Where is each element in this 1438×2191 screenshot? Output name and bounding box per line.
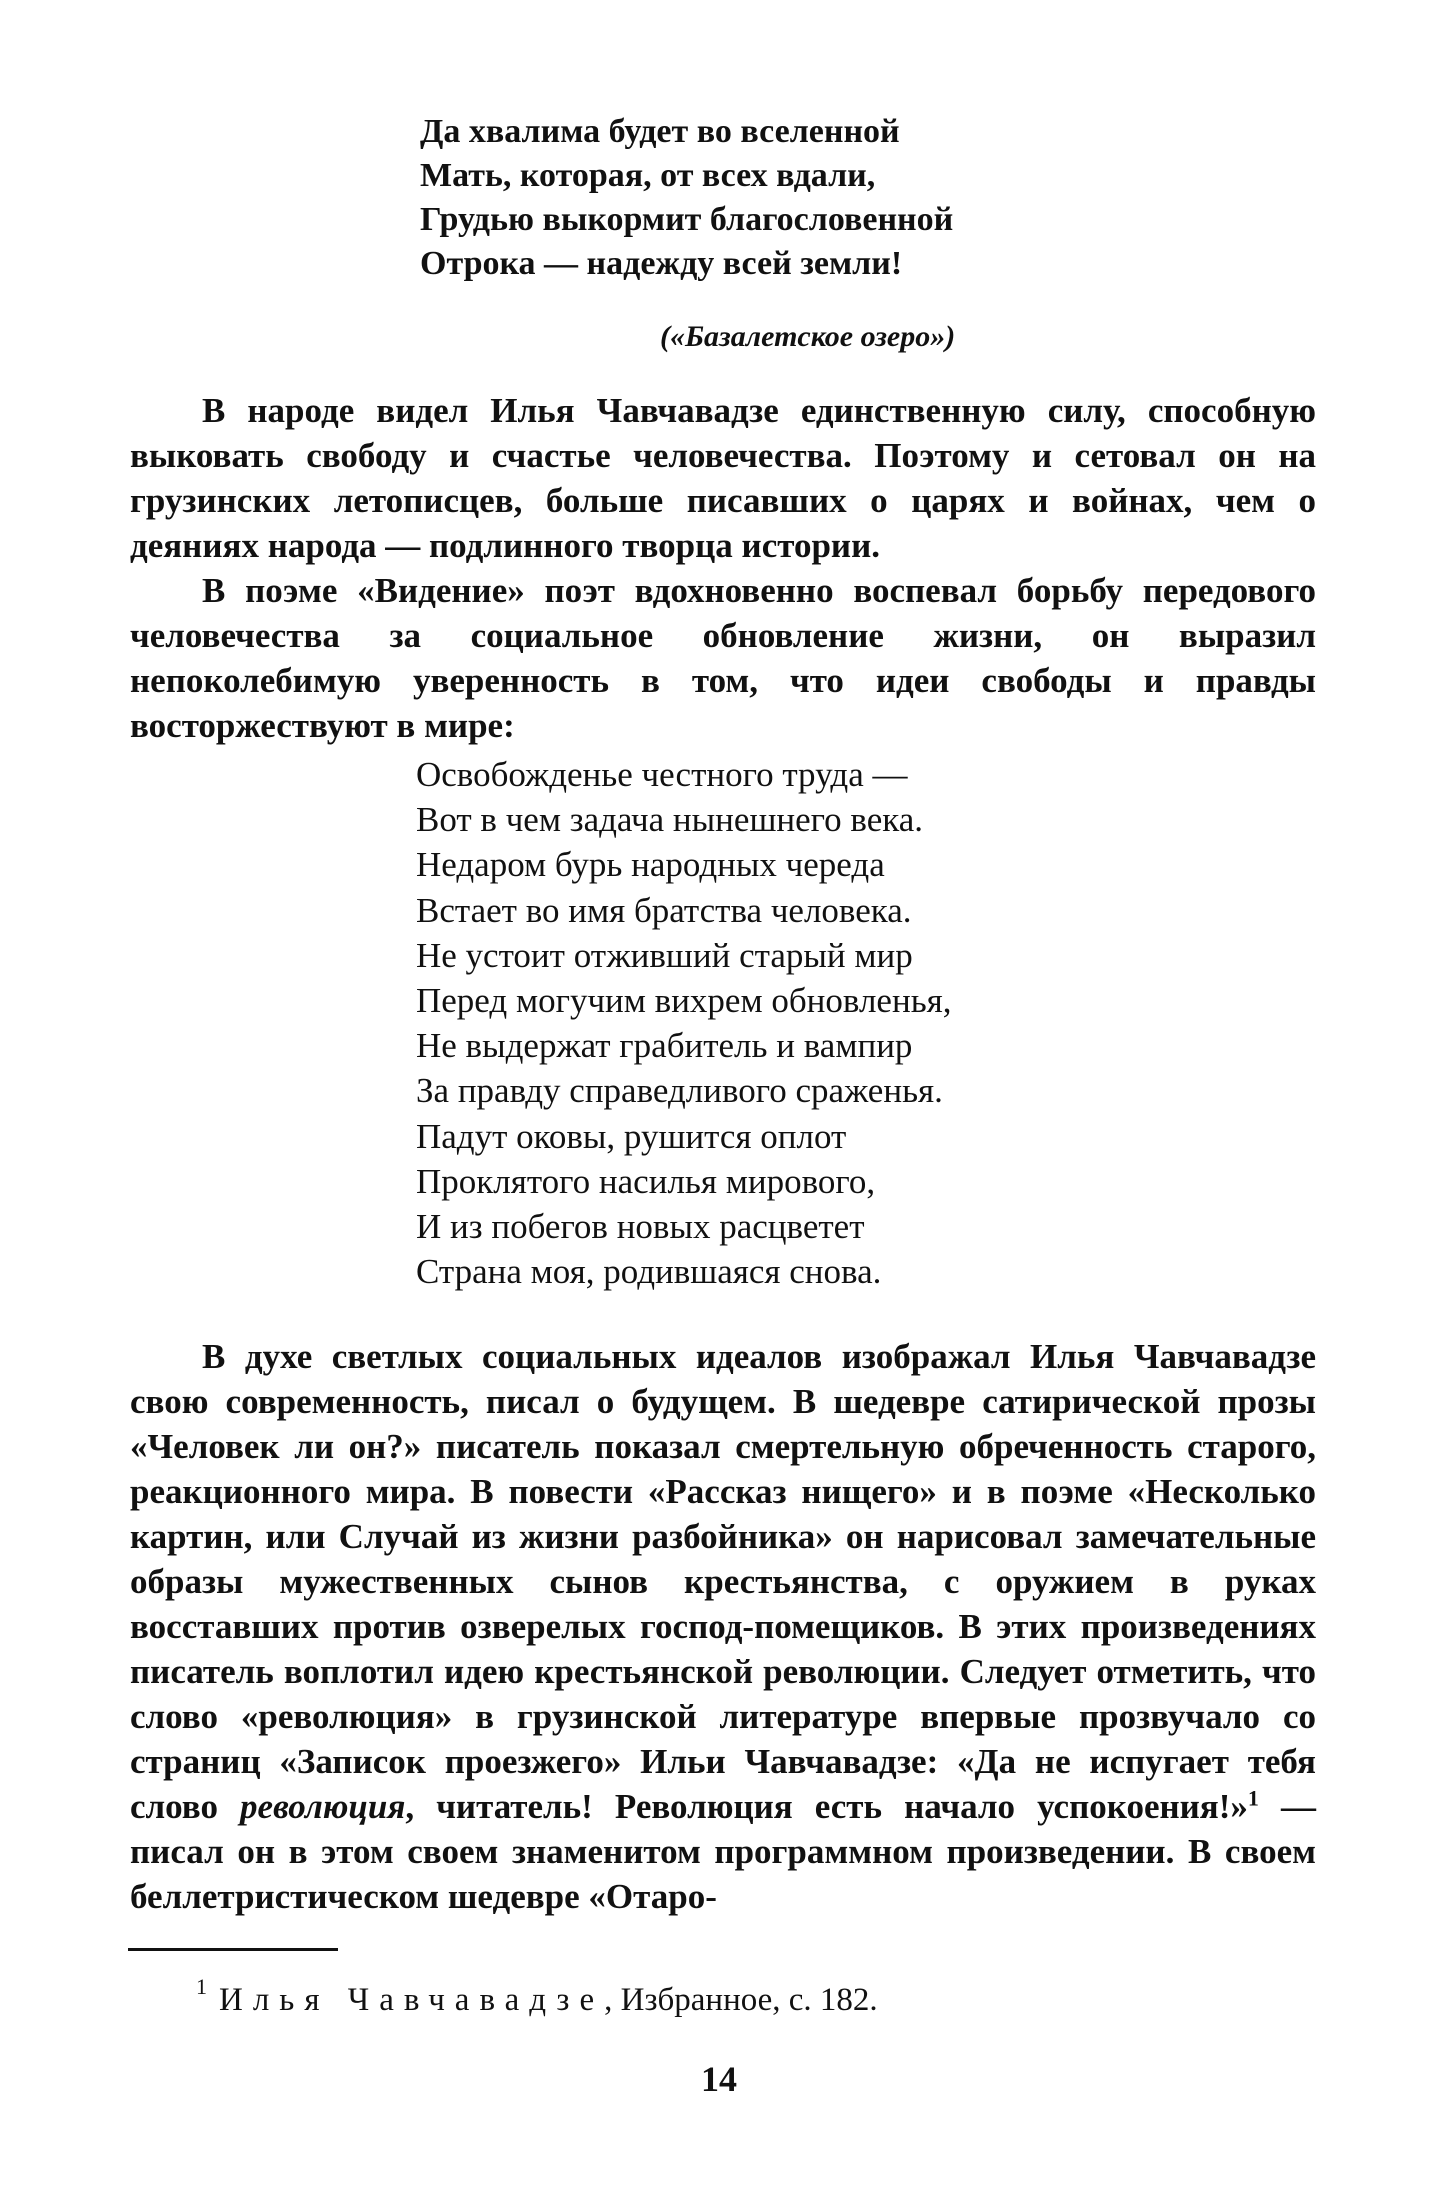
paragraph-text: — писал он в этом своем знаменитом программном произведении. В своем беллетристическом шедевре «Отаро- (130, 1787, 1316, 1916)
emphasis-word: революция (240, 1787, 406, 1826)
verse-line: Не выдержат грабитель и вампир (416, 1026, 913, 1066)
epigraph-stanza (420, 110, 953, 286)
verse-line: Падут оковы, рушится оплот (416, 1116, 847, 1156)
paragraph-text: , читатель! Революция есть начало успокоения!» (405, 1787, 1248, 1826)
verse-line: Встает во имя братства человека. (416, 890, 912, 930)
verse-line: Страна моя, родившаяся снова. (416, 1252, 882, 1292)
verse-line: Проклятого насилья мирового, (416, 1161, 876, 1201)
poem-attribution: («Базалетское озеро») (660, 320, 956, 353)
footnote-marker: 1 (196, 1974, 207, 1999)
verse-line: Освобожденье честного труда — (416, 755, 908, 794)
paragraph (130, 1334, 1316, 1919)
verse-line: За правду справедливого сраженья. (416, 1071, 943, 1111)
footnote-source: , Избранное, с. 182. (604, 1982, 878, 2018)
footnote-reference[interactable]: 1 (1247, 1785, 1259, 1811)
prose-block-1 (130, 388, 1316, 748)
verse-line: Не устоит отживший старый мир (416, 935, 913, 975)
footnote-divider (128, 1948, 338, 1951)
footnote (196, 1974, 878, 2019)
verse-line: Недаром бурь народных череда (416, 845, 885, 885)
verse-line: И из побегов новых расцветет (416, 1207, 865, 1247)
page-number: 14 (701, 2059, 737, 2099)
stanza-line: Отрока — надежду всей земли! (420, 245, 903, 282)
stanza-line: Да хвалима будет во вселенной (420, 113, 900, 150)
verse-line: Перед могучим вихрем обновленья, (416, 981, 952, 1021)
stanza-line: Мать, которая, от всех вдали, (420, 157, 876, 194)
paragraph: В народе видел Илья Чавчавадзе единственную силу, способную выковать свободу и счастье человечества. Поэтому и сетовал он на грузинских летописцев, больше писавших о царях и войнах, чем о деяниях народа — подлинного творца истории. (130, 391, 1316, 565)
verse-quote (416, 752, 952, 1294)
footnote-author: Илья Чавчавадзе (219, 1982, 605, 2018)
paragraph: В поэме «Видение» поэт вдохновенно воспевал борьбу передового человечества за социальное обновление жизни, он выразил непоколебимую уверенность в том, что идеи свободы и правды восторжествуют в мире: (130, 571, 1316, 745)
paragraph-text: В духе светлых социальных идеалов изображал Илья Чавчавадзе свою современность, писал о будущем. В шедевре сатирической прозы «Человек ли он?» писатель показал смертельную обреченность старого, реакционного мира. В повести «Рассказ нищего» и в поэме «Несколько картин, или Случай из жизни разбойника» он нарисовал замечательные образы мужественных сынов крестьянства, с оружием в руках восставших против озверелых господ-помещиков. В этих произведениях писатель воплотил идею крестьянской революции. Следует отметить, что слово «революция» в грузинской литературе впервые прозвучало со страниц «Записок проезжего» Ильи Чавчавадзе: «Да не испугает тебя слово (130, 1337, 1316, 1826)
stanza-line: Грудью выкормит благословенной (420, 201, 954, 238)
prose-block-2 (130, 1334, 1316, 1919)
verse-line: Вот в чем задача нынешнего века. (416, 800, 924, 840)
